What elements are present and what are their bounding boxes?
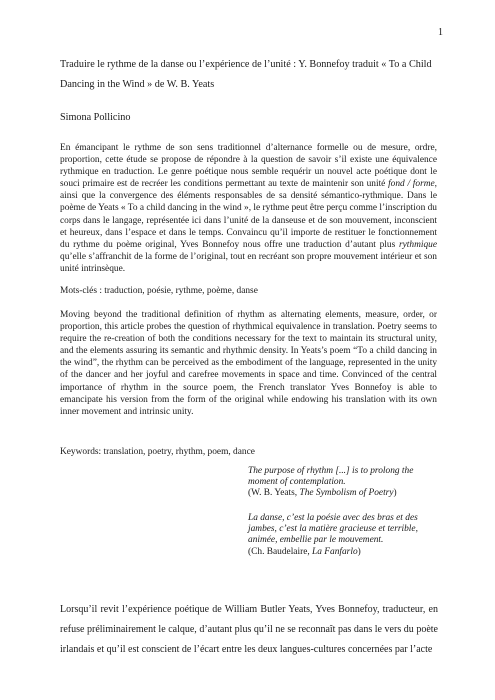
abstract-french — [60, 142, 437, 275]
epigraph-source-prefix: (Ch. Baudelaire, — [248, 546, 313, 557]
epigraph-source — [248, 547, 361, 557]
keywords-french: Mots-clés : traduction, poésie, rythme, poème, danse — [60, 286, 258, 296]
abstract-english: Moving beyond the traditional definition of rhythm as alternating elements, measure, order, or proportion, this article probes the question of rhythmical equivalence in translation. Poetry seems to require the re-creation of both the conditions necessary for the text to maintain its structural unity, and the elements assuring its semantic and rhythmic density. In Yeats’s poem “To a child dancing in the wind”, the rhythm can be perceived as the embodiment of the language, represented in the unity of the dancer and her joyful and carefree movements in space and time. Convinced of the central importance of rhythm in the source poem, the French translator Yves Bonnefoy is able to emancipate his version from the form of the original while endowing his translation with its own inner movement and intrinsic unity. — [60, 310, 437, 417]
epigraph-quote: La danse, c’est la poésie avec des bras et des jambes, c’est la matière gracieuse et terrible, animée, embellie par le mouvement. — [248, 513, 418, 546]
epigraph-quote: The purpose of rhythm [...] is to prolong the moment of contemplation. — [248, 466, 414, 488]
abstract-french-italic-1: fond / forme — [388, 179, 435, 190]
article-title: Traduire le rythme de la danse ou l’expérience de l’unité : Y. Bonnefoy traduit « To a Child Dancing in the Wind » de W. B. Yeats — [60, 59, 432, 90]
epigraph-yeats — [248, 466, 443, 500]
epigraph-source — [248, 488, 397, 498]
epigraph-source-suffix: ) — [393, 488, 397, 499]
body-paragraph: Lorsqu’il revit l’expérience poétique de William Butler Yeats, Yves Bonnefoy, traducteur, en refuse préliminairement le calque, d’autant plus qu’il ne se reconnaît pas dans le vers du poète irlandais et qu’il est conscient de l’écart entre les deux langues-cultures concernées par l’acte — [60, 604, 438, 655]
keywords-english: Keywords: translation, poetry, rhythm, poem, dance — [60, 447, 255, 457]
abstract-french-text-3: qu’elle s’affranchit de la forme de l’original, tout en recréant son propre mouvement intérieur et son unité intrinsèque. — [60, 251, 437, 274]
epigraph-source-title: The Symbolism of Poetry — [299, 488, 394, 499]
abstract-french-text-2: , ainsi que la convergence des éléments responsables de sa densité sémantico-rythmique. Dans le poème de Yeats « To a child dancing in the wind », le rythme peut être perçu comme l’inscription du corps dans le langage, représentée ici dans l’unité de la danseuse et de son mouvement, inconscient et heureux, dans l’espace et dans le temps. Convaincu qu’il importe de restituer le fonctionnement du rythme du poème original, Yves Bonnefoy nous offre une traduction d’autant plus — [60, 179, 437, 250]
author-name: Simona Pollicino — [60, 112, 131, 123]
abstract-french-text-1: En émancipant le rythme de son sens traditionnel d’alternance formelle ou de mesure, ordre, proportion, cette étude se propose de répondre à la question de savoir s’il existe une équivalence rythmique en traduction. Le genre poétique nous semble requérir un nouvel acte poétique dont le souci primaire est de recréer les conditions permettant au texte de maintenir son unité — [60, 143, 437, 190]
epigraph-source-title: La Fanfarlo — [312, 546, 358, 557]
abstract-french-italic-2: rythmique — [398, 239, 437, 250]
page-number: 1 — [438, 27, 443, 38]
epigraph-source-prefix: (W. B. Yeats, — [248, 488, 300, 499]
epigraph-baudelaire — [248, 513, 443, 558]
epigraph-source-suffix: ) — [357, 546, 361, 557]
